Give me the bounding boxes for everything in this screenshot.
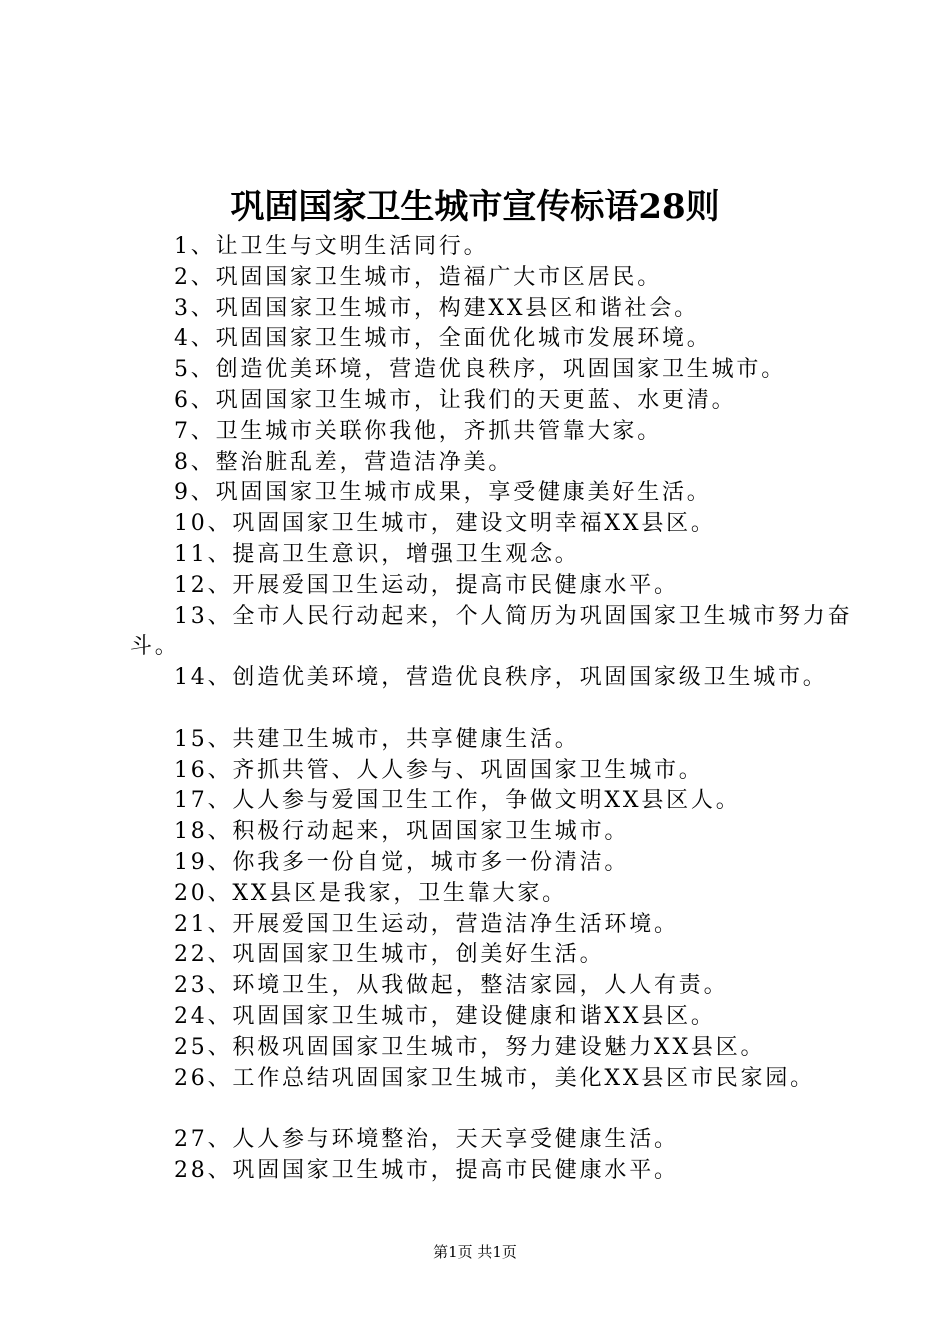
list-item: 7、卫生城市关联你我他，齐抓共管靠大家。 — [174, 418, 662, 444]
list-item: 28、巩固国家卫生城市，提高市民健康水平。 — [174, 1157, 679, 1183]
list-item: 24、巩固国家卫生城市，建设健康和谐XX县区。 — [174, 1003, 716, 1029]
list-item: 12、开展爱国卫生运动，提高市民健康水平。 — [174, 572, 679, 598]
list-item: 18、积极行动起来，巩固国家卫生城市。 — [174, 819, 630, 845]
list-item: 16、齐抓共管、人人参与、巩固国家卫生城市。 — [174, 757, 704, 783]
page-footer: 第1页 共1页 — [433, 1243, 517, 1261]
list-item: 9、巩固国家卫生城市成果，享受健康美好生活。 — [174, 480, 712, 506]
list-item: 11、提高卫生意识，增强卫生观念。 — [174, 541, 580, 567]
list-item: 22、巩固国家卫生城市，创美好生活。 — [174, 942, 605, 968]
list-item: 6、巩固国家卫生城市，让我们的天更蓝、水更清。 — [174, 387, 737, 413]
list-item: 17、人人参与爱国卫生工作，争做文明XX县区人。 — [174, 788, 741, 814]
list-item: 27、人人参与环境整治，天天享受健康生活。 — [174, 1127, 679, 1153]
document-title: 巩固国家卫生城市宣传标语28则 — [230, 187, 720, 227]
list-item: 21、开展爱国卫生运动，营造洁净生活环境。 — [174, 911, 679, 937]
list-item: 8、整治脏乱差，营造洁净美。 — [174, 449, 514, 475]
slogan-list — [130, 232, 870, 1187]
list-item: 5、创造优美环境，营造优良秩序，巩固国家卫生城市。 — [174, 357, 786, 383]
list-item: 1、让卫生与文明生活同行。 — [174, 234, 489, 259]
list-item: 23、环境卫生，从我做起，整洁家园，人人有责。 — [174, 973, 729, 999]
list-item: 3、巩固国家卫生城市，构建XX县区和谐社会。 — [174, 295, 699, 321]
list-item: 13、全市人民行动起来，个人简历为巩固国家卫生城市努力奋斗。 — [130, 603, 853, 660]
list-item: 20、XX县区是我家，卫生靠大家。 — [174, 880, 567, 906]
list-item: 4、巩固国家卫生城市，全面优化城市发展环境。 — [174, 326, 712, 352]
list-item: 26、工作总结巩固国家卫生城市，美化XX县区市民家园。 — [174, 1065, 815, 1091]
list-item: 2、巩固国家卫生城市，造福广大市区居民。 — [174, 264, 662, 290]
list-item: 19、你我多一份自觉，城市多一份清洁。 — [174, 849, 630, 875]
list-item: 10、巩固国家卫生城市，建设文明幸福XX县区。 — [174, 511, 716, 537]
list-item: 15、共建卫生城市，共享健康生活。 — [174, 726, 580, 752]
list-item: 25、积极巩固国家卫生城市，努力建设魅力XX县区。 — [174, 1034, 766, 1060]
list-item: 14、创造优美环境，营造优良秩序，巩固国家级卫生城市。 — [174, 665, 828, 691]
